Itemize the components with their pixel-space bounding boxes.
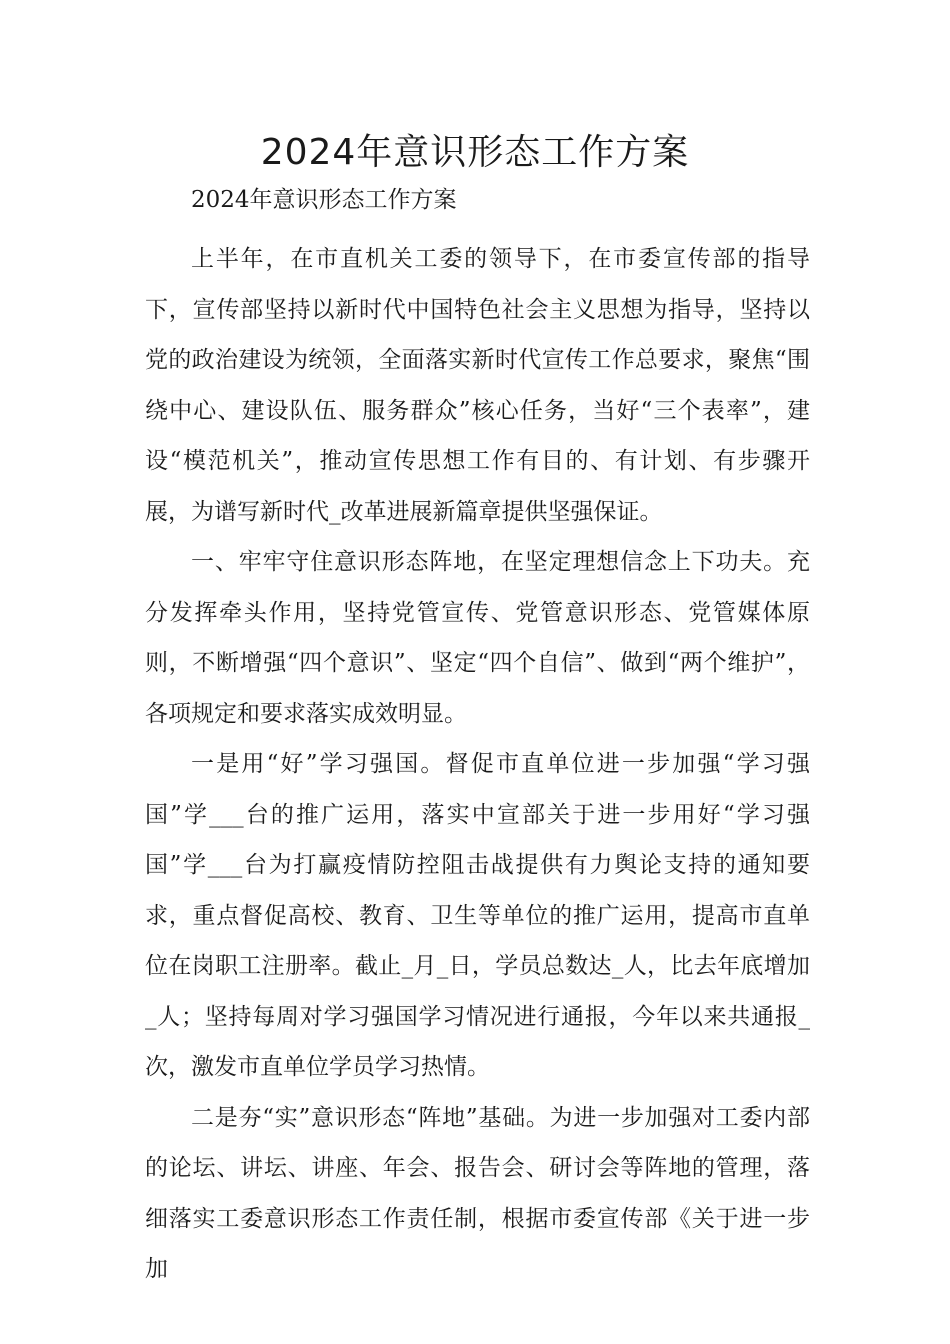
item-two-paragraph: 二是夯“实”意识形态“阵地”基础。为进一步加强对工委内部的论坛、讲坛、讲座、年会、报告会、研讨会等阵地的管理，落细落实工委意识形态工作责任制，根据市委宣传部《关于进一步加 bbox=[145, 1104, 810, 1282]
subtitle-paragraph: 2024年意识形态工作方案 bbox=[191, 187, 457, 213]
document-title: 2024年意识形态工作方案 bbox=[260, 132, 690, 173]
intro-paragraph: 上半年，在市直机关工委的领导下，在市委宣传部的指导下，宣传部坚持以新时代中国特色社会主义思想为指导，坚持以党的政治建设为统领，全面落实新时代宣传工作总要求，聚焦“围绕中心、建设队伍、服务群众”核心任务，当好“三个表率”，建设“模范机关”，推动宣传思想工作有目的、有计划、有步骤开展，为谱写新时代_改革进展新篇章提供坚强保证。 bbox=[145, 246, 810, 525]
document-body bbox=[145, 180, 810, 1295]
section-one-paragraph: 一、牢牢守住意识形态阵地，在坚定理想信念上下功夫。充分发挥牵头作用，坚持党管宣传、党管意识形态、党管媒体原则，不断增强“四个意识”、坚定“四个自信”、做到“两个维护”，各项规定和要求落实成效明显。 bbox=[145, 549, 810, 727]
item-one-paragraph: 一是用“好”学习强国。督促市直单位进一步加强“学习强国”学___台的推广运用，落实中宣部关于进一步用好“学习强国”学___台为打赢疫情防控阻击战提供有力舆论支持的通知要求，重点督促高校、教育、卫生等单位的推广运用，提高市直单位在岗职工注册率。截止_月_日，学员总数达_人，比去年底增加_人；坚持每周对学习强国学习情况进行通报，今年以来共通报_次，激发市直单位学员学习热情。 bbox=[145, 751, 810, 1080]
